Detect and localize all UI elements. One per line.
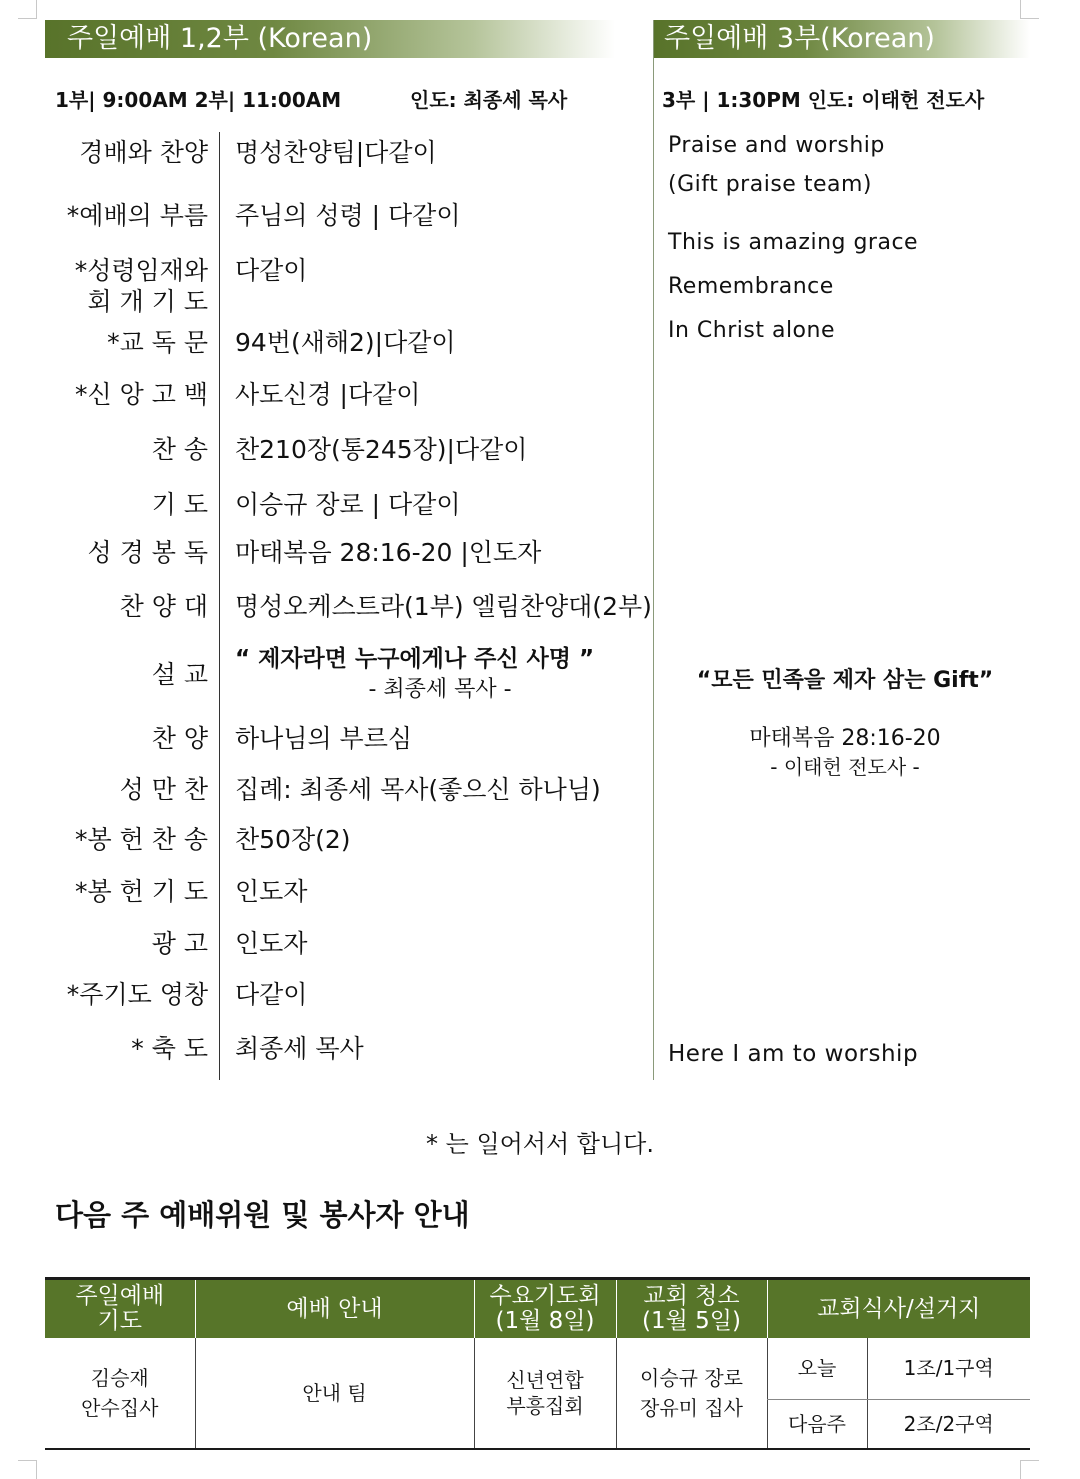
praise-worship-title: Praise and worship bbox=[668, 133, 885, 158]
crop-mark-bottom-left bbox=[18, 1460, 37, 1479]
order-value-invocation: 다같이 bbox=[235, 256, 308, 285]
order-value-lords-prayer: 다같이 bbox=[235, 980, 308, 1009]
order-value-call-to-worship: 주님의 성령 | 다같이 bbox=[235, 201, 461, 230]
order-label-creed: *신 앙 고 백 bbox=[75, 380, 208, 409]
order-value-sermon-preacher: - 최종세 목사 - bbox=[368, 677, 512, 702]
service-1-2-leader: 인도: 최종세 목사 bbox=[410, 88, 568, 112]
service-3-header: 주일예배 3부(Korean) bbox=[654, 20, 1030, 58]
praise-team-name: (Gift praise team) bbox=[668, 172, 872, 197]
order-label-invocation: *성령임재와 bbox=[74, 256, 208, 285]
order-label-benediction: * 축 도 bbox=[131, 1034, 208, 1063]
order-value-offertory-prayer: 인도자 bbox=[235, 877, 308, 906]
order-value-hymn: 찬210장(통245장)|다같이 bbox=[235, 435, 528, 464]
service-3-preacher: - 이태헌 전도사 - bbox=[770, 755, 920, 779]
order-value-offertory-hymn: 찬50장(2) bbox=[235, 825, 351, 854]
song-2: Remembrance bbox=[668, 274, 834, 299]
service-1-2-times: 1부| 9:00AM 2부| 11:00AM bbox=[55, 88, 342, 112]
order-value-choir: 명성오케스트라(1부) 엘림찬양대(2부) bbox=[235, 592, 652, 621]
song-1: This is amazing grace bbox=[668, 230, 919, 255]
order-label-call-to-worship: *예배의 부름 bbox=[66, 201, 208, 230]
cell-meal-next-value: 2조/2구역 bbox=[867, 1399, 1030, 1449]
cell-prayer: 김승재 안수집사 bbox=[45, 1338, 195, 1449]
cell-usher: 안내 팀 bbox=[195, 1338, 474, 1449]
service-3-scripture: 마태복음 28:16-20 bbox=[749, 726, 941, 751]
order-value-scripture: 마태복음 28:16-20 |인도자 bbox=[235, 538, 542, 567]
cell-meal-today-label: 오늘 bbox=[767, 1338, 867, 1399]
cell-cleaning: 이승규 장로 장유미 집사 bbox=[616, 1338, 767, 1449]
order-value-anthem: 하나님의 부르심 bbox=[235, 724, 412, 753]
service-1-2-header: 주일예배 1,2부 (Korean) bbox=[45, 20, 615, 58]
next-week-table bbox=[45, 1277, 1030, 1450]
order-label-sermon: 설 교 bbox=[151, 660, 208, 689]
order-value-sermon-title: “ 제자라면 누구에게나 주신 사명 ” bbox=[235, 646, 595, 672]
crop-mark-top-left bbox=[18, 0, 37, 19]
order-label-praise: 경배와 찬양 bbox=[79, 138, 208, 167]
order-label-offertory-hymn: *봉 헌 찬 송 bbox=[75, 825, 208, 854]
next-week-title: 다음 주 예배위원 및 봉사자 안내 bbox=[55, 1198, 470, 1232]
next-week-header-row bbox=[45, 1279, 1030, 1339]
order-label-announcements: 광 고 bbox=[151, 929, 208, 958]
cell-meal-next-label: 다음주 bbox=[767, 1399, 867, 1449]
closing-song: Here I am to worship bbox=[668, 1041, 919, 1067]
song-3: In Christ alone bbox=[668, 318, 835, 343]
order-value-announcements: 인도자 bbox=[235, 929, 308, 958]
service-3-sermon-title: “모든 민족을 제자 삼는 Gift” bbox=[696, 668, 994, 693]
next-week-row-today bbox=[45, 1338, 1030, 1399]
order-label-choir: 찬 양 대 bbox=[119, 592, 208, 621]
cell-meal-today-value: 1조/1구역 bbox=[867, 1338, 1030, 1399]
order-label-invocation-line2: 회 개 기 도 bbox=[87, 287, 208, 316]
order-value-communion: 집례: 최종세 목사(좋으신 하나님) bbox=[235, 775, 601, 804]
service-3-times: 3부 | 1:30PM 인도: 이태헌 전도사 bbox=[662, 88, 985, 112]
order-label-offertory-prayer: *봉 헌 기 도 bbox=[75, 877, 208, 906]
order-value-creed: 사도신경 |다같이 bbox=[235, 380, 421, 409]
order-column-divider bbox=[219, 132, 220, 1080]
order-label-prayer: 기 도 bbox=[151, 490, 208, 519]
crop-mark-top-right bbox=[1020, 0, 1039, 19]
cell-wednesday: 신년연합 부흥집회 bbox=[474, 1338, 616, 1449]
order-label-hymn: 찬 송 bbox=[151, 435, 208, 464]
header-usher: 예배 안내 bbox=[195, 1279, 474, 1339]
right-column-divider bbox=[653, 20, 654, 1080]
order-value-responsive-reading: 94번(새해2)|다같이 bbox=[235, 328, 456, 357]
header-cleaning: 교회 청소 (1월 5일) bbox=[616, 1279, 767, 1339]
crop-mark-bottom-right bbox=[1020, 1460, 1039, 1479]
order-label-responsive-reading: *교 독 문 bbox=[107, 328, 208, 357]
order-label-lords-prayer: *주기도 영창 bbox=[66, 980, 208, 1009]
order-value-prayer: 이승규 장로 | 다같이 bbox=[235, 490, 461, 519]
header-prayer: 주일예배 기도 bbox=[45, 1279, 195, 1339]
order-value-praise: 명성찬양팀|다같이 bbox=[235, 138, 437, 167]
order-label-communion: 성 만 찬 bbox=[119, 775, 208, 804]
header-wednesday: 수요기도회 (1월 8일) bbox=[474, 1279, 616, 1339]
header-meal: 교회식사/설거지 bbox=[767, 1279, 1030, 1339]
standing-note: * 는 일어서서 합니다. bbox=[426, 1130, 654, 1158]
order-value-benediction: 최종세 목사 bbox=[235, 1034, 364, 1063]
order-label-anthem: 찬 양 bbox=[151, 724, 208, 753]
order-label-scripture: 성 경 봉 독 bbox=[87, 538, 208, 567]
